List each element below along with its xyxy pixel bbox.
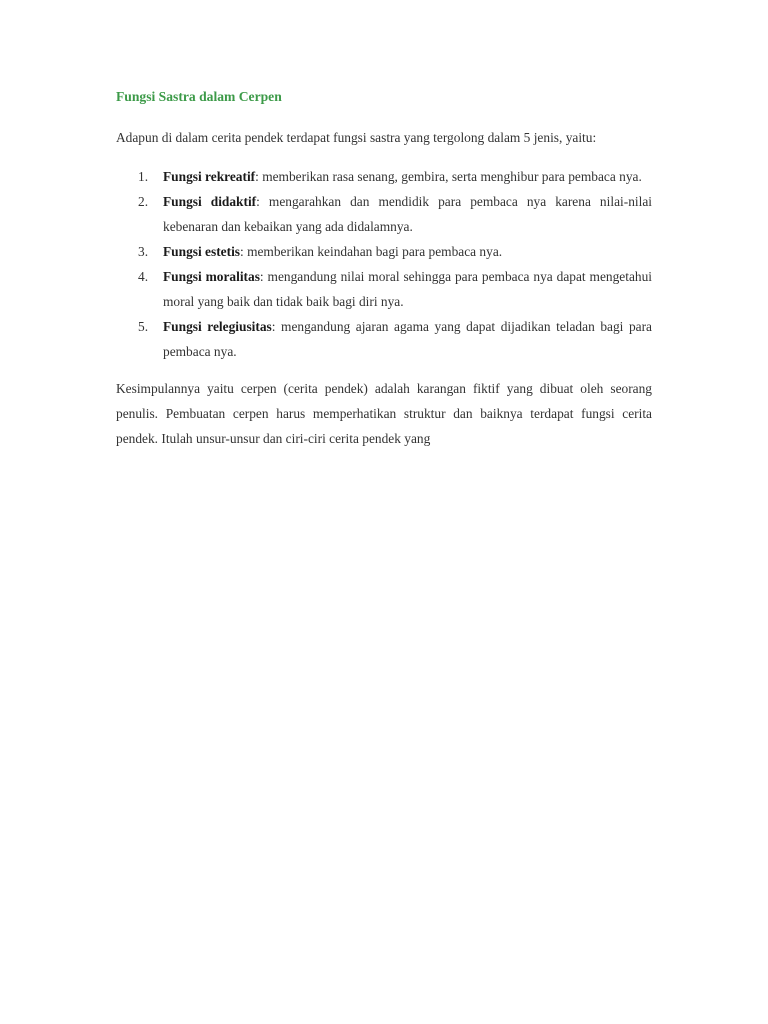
- list-item-term: Fungsi relegiusitas: [163, 319, 272, 334]
- list-item-text: : mengarahkan dan mendidik para pembaca nya karena nilai-nilai kebenaran dan kebaikan yang ada didalamnya.: [163, 194, 652, 234]
- section-heading: Fungsi Sastra dalam Cerpen: [116, 89, 282, 104]
- list-item-text: : memberikan keindahan bagi para pembaca nya.: [240, 244, 503, 259]
- list-item-number: 2.: [138, 194, 149, 209]
- list-item-number: 1.: [138, 169, 149, 184]
- list-item: [116, 264, 652, 314]
- document-body: [116, 86, 652, 465]
- list-item-number: 4.: [138, 269, 149, 284]
- conclusion-paragraph: Kesimpulannya yaitu cerpen (cerita pendek) adalah karangan fiktif yang dibuat oleh seorang penulis. Pembuatan cerpen harus memperhatikan struktur dan baiknya terdapat fungsi cerita pendek. Itulah unsur-unsur dan ciri-ciri cerita pendek yang: [116, 381, 652, 446]
- list-item-text: : mengandung ajaran agama yang dapat dijadikan teladan bagi para pembaca nya.: [163, 319, 652, 359]
- list-item-term: Fungsi moralitas: [163, 269, 260, 284]
- list-item-number: 5.: [138, 319, 149, 334]
- list-item-term: Fungsi didaktif: [163, 194, 257, 209]
- list-item: [116, 189, 652, 239]
- fungsi-list: [116, 164, 652, 364]
- intro-paragraph: Adapun di dalam cerita pendek terdapat fungsi sastra yang tergolong dalam 5 jenis, yaitu:: [116, 130, 597, 145]
- list-item-text: : memberikan rasa senang, gembira, serta menghibur para pembaca nya.: [255, 169, 642, 184]
- list-item-term: Fungsi rekreatif: [163, 169, 256, 184]
- list-item-term: Fungsi estetis: [163, 244, 240, 259]
- list-item: [116, 164, 652, 189]
- list-item: [116, 239, 652, 264]
- list-item: [116, 314, 652, 364]
- list-item-number: 3.: [138, 244, 149, 259]
- list-item-text: : mengandung nilai moral sehingga para pembaca nya dapat mengetahui moral yang baik dan tidak baik bagi diri nya.: [163, 269, 652, 309]
